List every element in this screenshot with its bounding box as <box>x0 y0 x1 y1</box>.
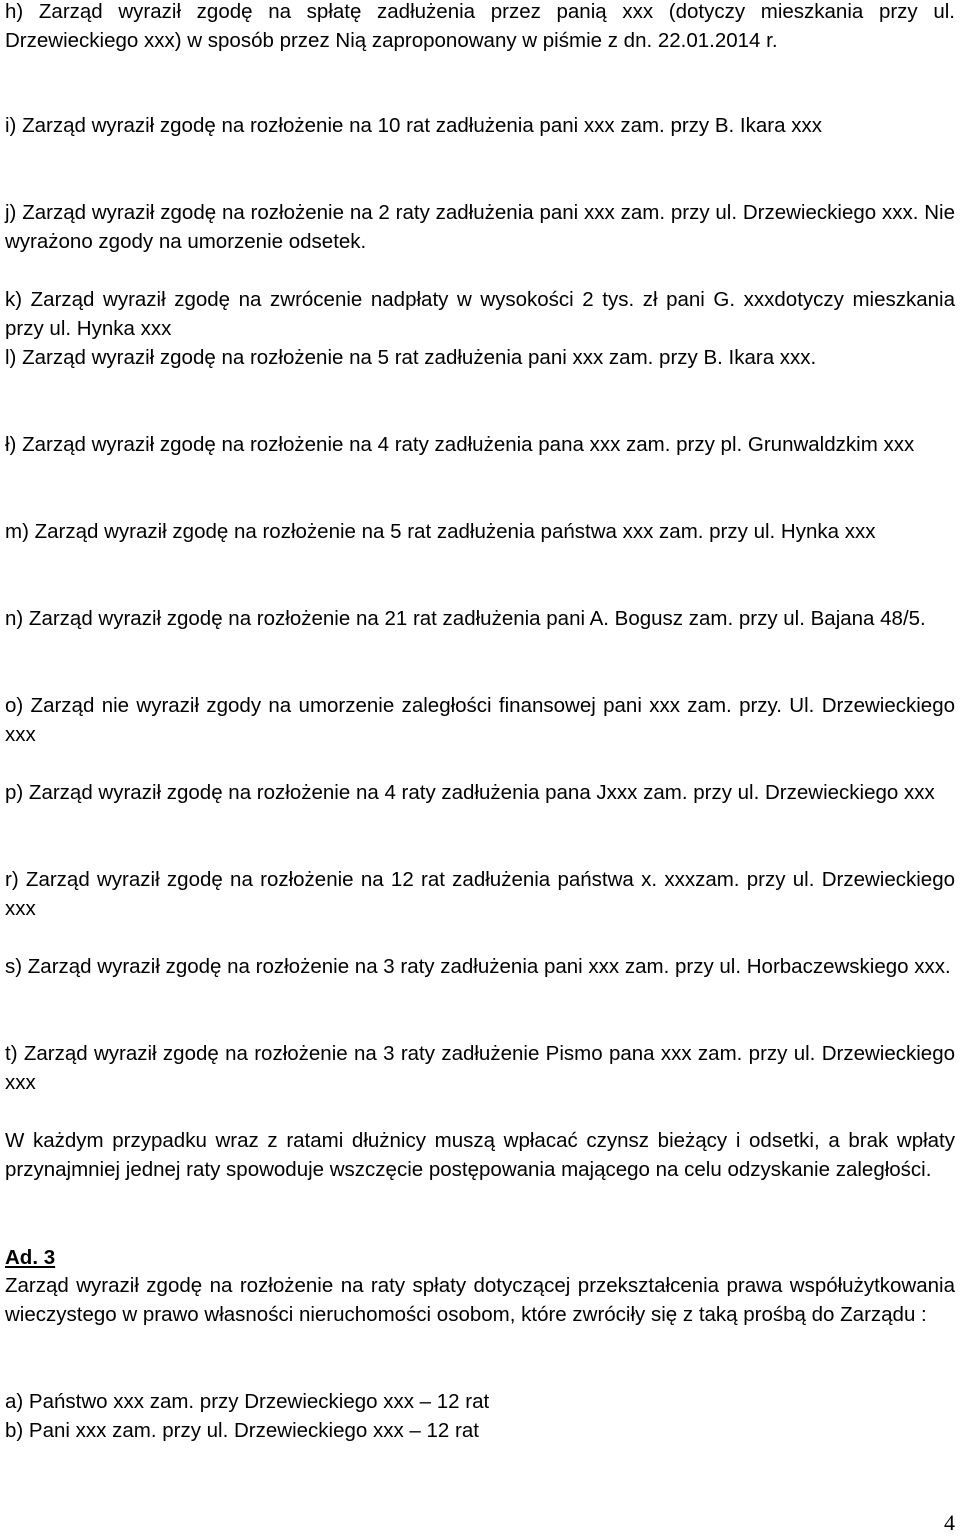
paragraph-t: t) Zarząd wyraził zgodę na rozłożenie na 3 raty zadłużenie Pismo pana xxx zam. przy ul. Drzewieckiego xxx <box>5 1042 955 1094</box>
paragraph-m: m) Zarząd wyraził zgodę na rozłożenie na 5 rat zadłużenia państwa xxx zam. przy ul. Hynka xxx <box>5 520 876 543</box>
list-item: b) Pani xxx zam. przy ul. Drzewieckiego xxx – 12 rat <box>5 1419 479 1442</box>
paragraph-i: i) Zarząd wyraził zgodę na rozłożenie na 10 rat zadłużenia pani xxx zam. przy B. Ikara xxx <box>5 114 822 137</box>
section-heading: Ad. 3 <box>5 1246 56 1269</box>
paragraph-k: k) Zarząd wyraził zgodę na zwrócenie nadpłaty w wysokości 2 tys. zł pani G. xxxdotyczy mieszkania przy ul. Hynka xxx <box>5 288 955 340</box>
paragraph-s: s) Zarząd wyraził zgodę na rozłożenie na 3 raty zadłużenia pani xxx zam. przy ul. Horbaczewskiego xxx. <box>5 955 951 978</box>
paragraph-p: p) Zarząd wyraził zgodę na rozłożenie na 4 raty zadłużenia pana Jxxx zam. przy ul. Drzewieckiego xxx <box>5 781 935 804</box>
paragraph-o: o) Zarząd nie wyraził zgody na umorzenie zaległości finansowej pani xxx zam. przy. Ul. Drzewieckiego xxx <box>5 694 955 746</box>
paragraph-l: l) Zarząd wyraził zgodę na rozłożenie na 5 rat zadłużenia pani xxx zam. przy B. Ikara xxx. <box>5 346 817 369</box>
paragraph-r: r) Zarząd wyraził zgodę na rozłożenie na 12 rat zadłużenia państwa x. xxxzam. przy ul. Drzewieckiego xxx <box>5 868 955 920</box>
page-number: 4 <box>944 1510 955 1535</box>
paragraph-j: j) Zarząd wyraził zgodę na rozłożenie na 2 raty zadłużenia pani xxx zam. przy ul. Drzewieckiego xxx. Nie wyrażono zgody na umorzenie odsetek. <box>5 201 955 253</box>
paragraph-summary: W każdym przypadku wraz z ratami dłużnicy muszą wpłacać czynsz bieżący i odsetki, a brak wpłaty przynajmniej jednej raty spowoduje wszczęcie postępowania mającego na celu odzyskanie zaległości. <box>5 1129 955 1181</box>
paragraph-n: n) Zarząd wyraził zgodę na rozłożenie na 21 rat zadłużenia pani A. Bogusz zam. przy ul. Bajana 48/5. <box>5 607 926 630</box>
list-item: a) Państwo xxx zam. przy Drzewieckiego xxx – 12 rat <box>5 1390 490 1413</box>
paragraph-l-stroke: ł) Zarząd wyraził zgodę na rozłożenie na 4 raty zadłużenia pana xxx zam. przy pl. Grunwaldzkim xxx <box>5 433 915 456</box>
beneficiary-list <box>5 1387 489 1445</box>
paragraph-h: h) Zarząd wyraził zgodę na spłatę zadłużenia przez panią xxx (dotyczy mieszkania przy ul. Drzewieckiego xxx) w sposób przez Nią zaproponowany w piśmie z dn. 22.01.2014 r. <box>5 0 955 52</box>
section-intro: Zarząd wyraził zgodę na rozłożenie na raty spłaty dotyczącej przekształcenia prawa współużytkowania wieczystego w prawo własności nieruchomości osobom, które zwróciły się z taką prośbą do Zarządu : <box>5 1274 955 1326</box>
